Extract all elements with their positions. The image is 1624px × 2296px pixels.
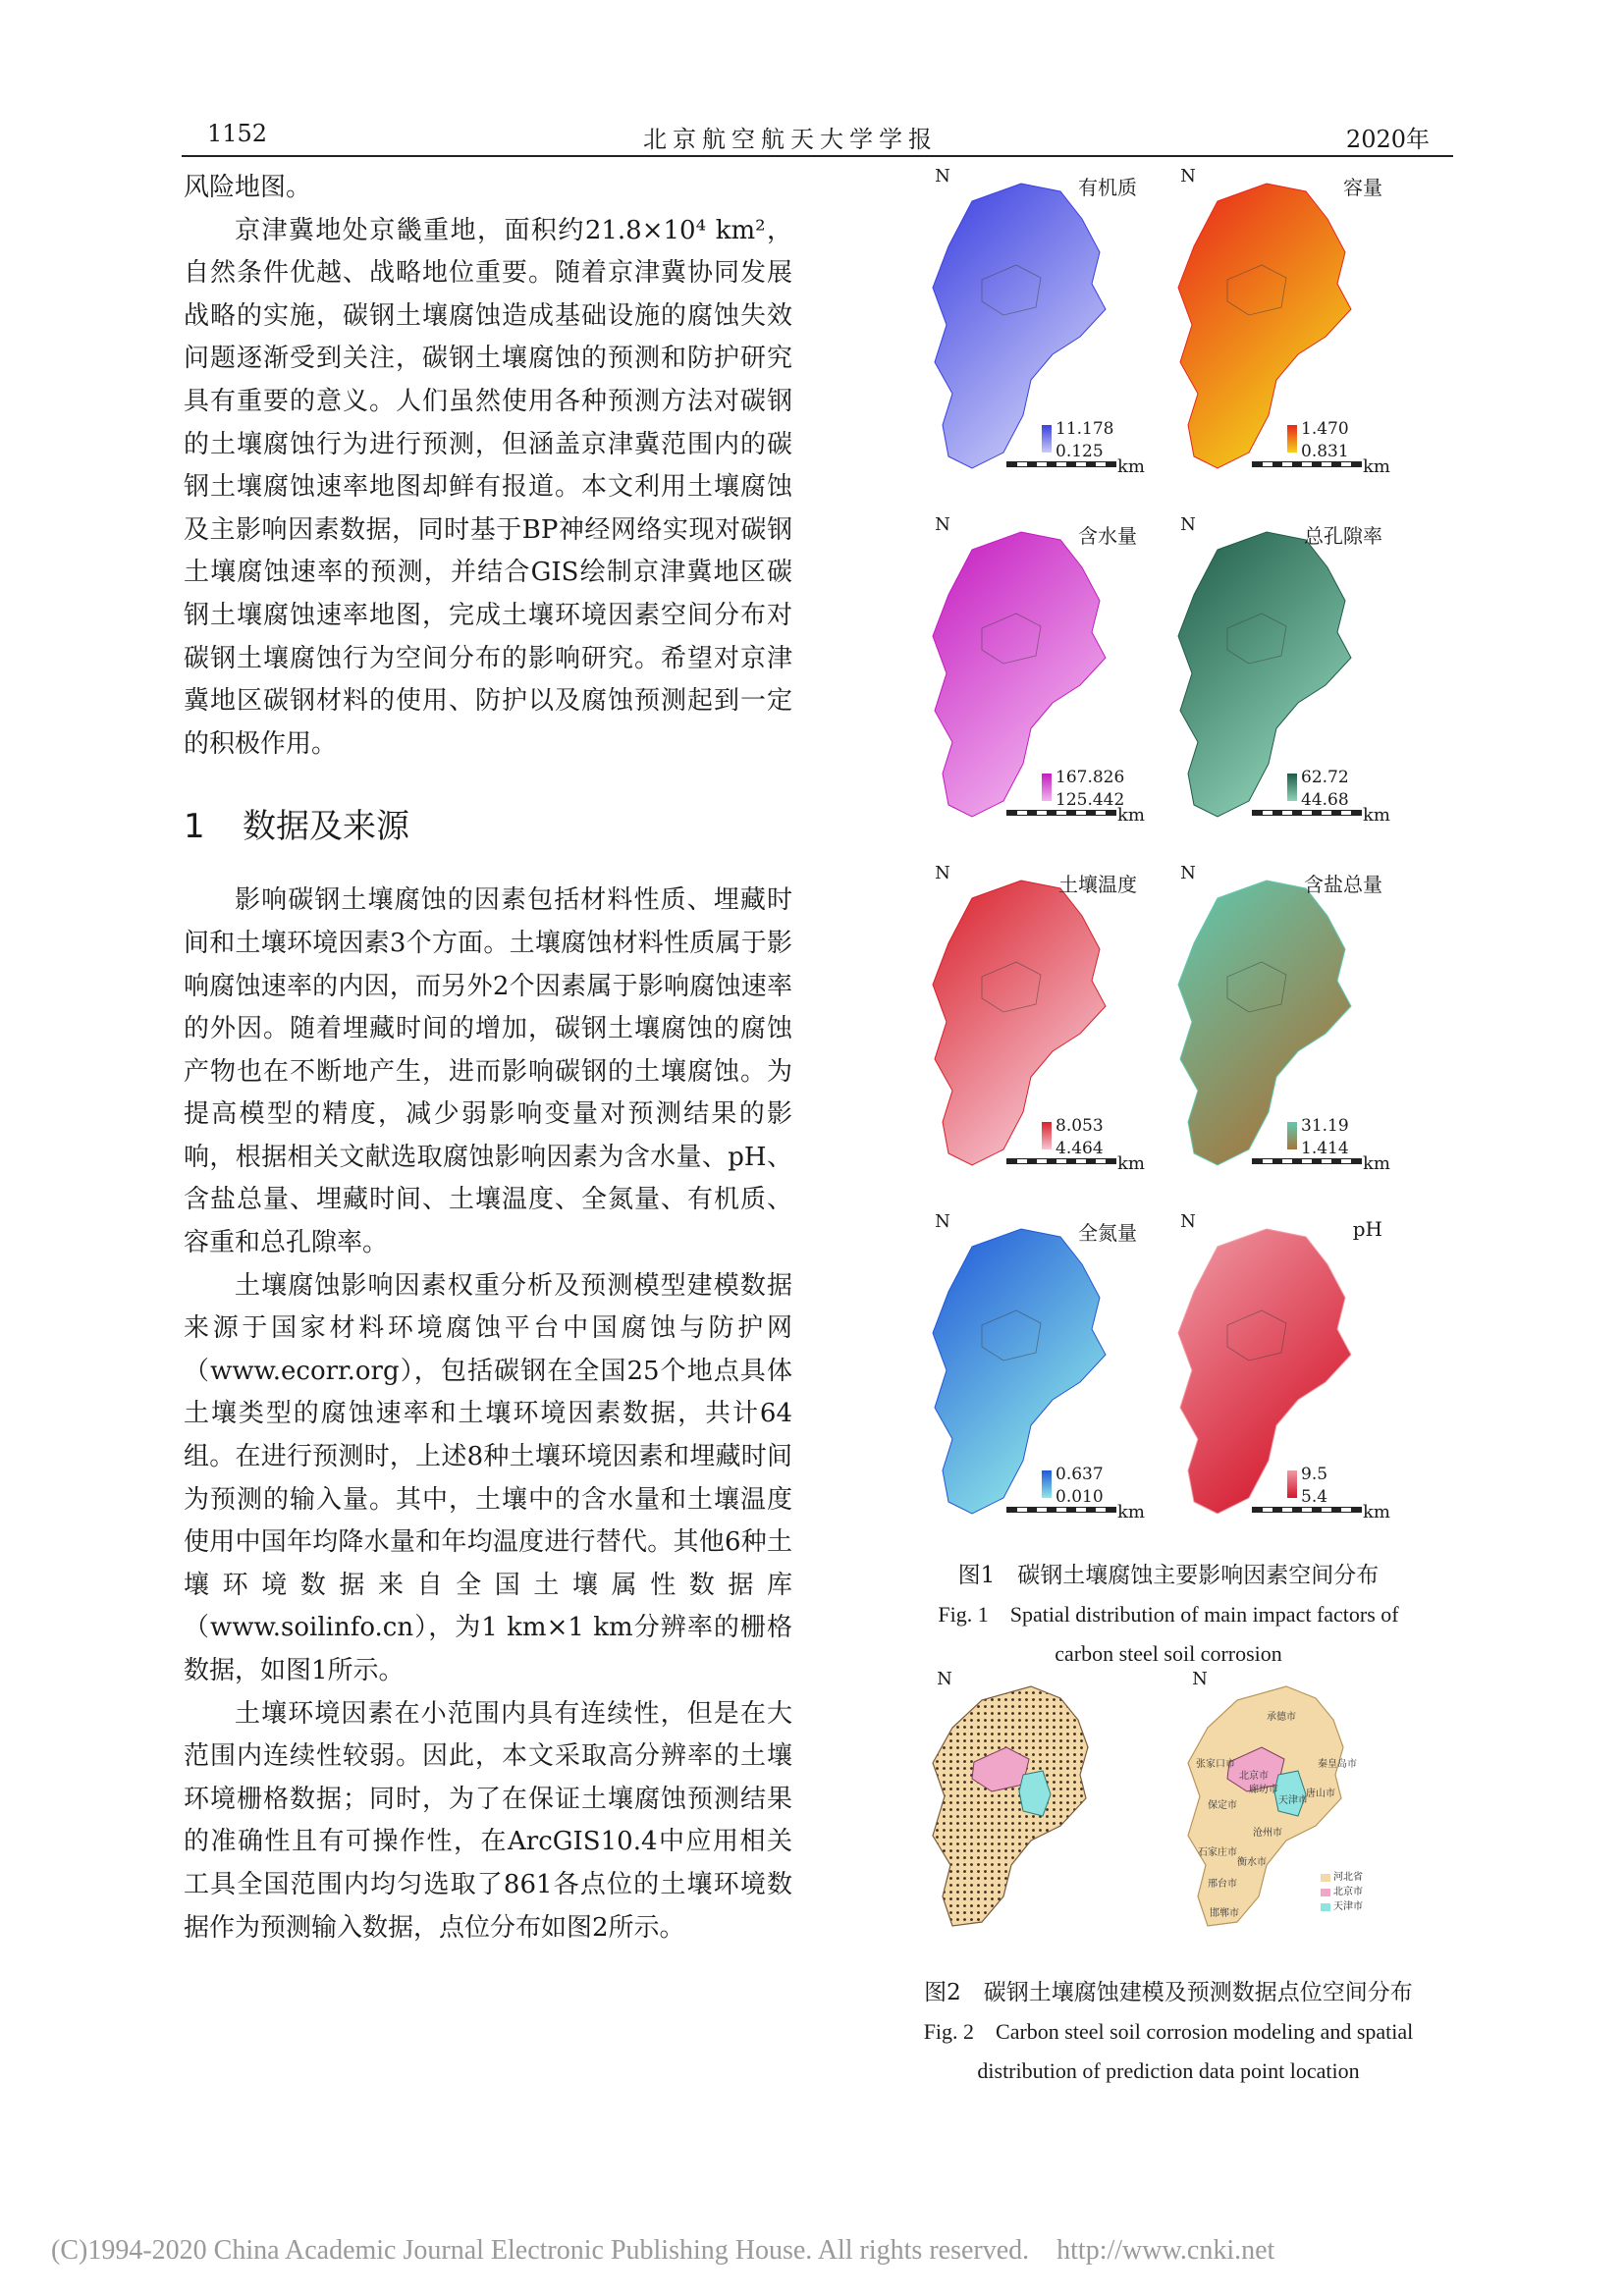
factor-map-panel <box>913 162 1147 496</box>
north-arrow-icon: N <box>1180 514 1196 535</box>
factor-map-panel <box>1159 1207 1392 1541</box>
section-title: 数据及来源 <box>243 807 409 847</box>
page-number: 1152 <box>207 120 268 147</box>
factor-title: 全氮量 <box>1078 1221 1137 1245</box>
legend-swatch <box>1287 425 1297 453</box>
factor-map-panel <box>1159 510 1392 844</box>
legend-max-value: 0.637 <box>1056 1465 1104 1484</box>
legend-min-value: 44.68 <box>1301 790 1349 810</box>
factor-map-shape <box>913 1207 1147 1541</box>
north-arrow-icon: N <box>1180 1211 1196 1232</box>
north-arrow-icon: N <box>935 863 950 883</box>
factor-map-panel <box>913 1207 1147 1541</box>
north-arrow-icon: N <box>935 514 950 535</box>
city-label: 邢台市 <box>1208 1879 1237 1890</box>
scale-unit: km <box>1363 805 1390 826</box>
paragraph-factors: 影响碳钢土壤腐蚀的因素包括材料性质、埋藏时间和土壤环境因素3个方面。土壤腐蚀材料性质属于影响腐蚀速率的内因，而另外2个因素属于影响腐蚀速率的外因。随着埋藏时间的增加，碳钢土壤腐蚀的腐蚀产物也在不断地产生，进而影响碳钢的土壤腐蚀。为提高模型的精度，减少弱影响变量对预测结果的影响，根据相关文献选取腐蚀影响因素为含水量、pH、含盐总量、埋藏时间、土壤温度、全氮量、有机质、容重和总孔隙率。 <box>184 885 792 1258</box>
left-column <box>184 167 792 1949</box>
paragraph-continued: 风险地图。 <box>184 173 312 202</box>
city-label: 沧州市 <box>1253 1828 1282 1839</box>
factor-map-panel <box>1159 859 1392 1193</box>
region-legend <box>1321 1870 1363 1914</box>
legend-max-value: 11.178 <box>1056 419 1114 439</box>
city-label: 邯郸市 <box>1210 1908 1239 1919</box>
factor-title: 有机质 <box>1078 176 1137 199</box>
legend-item: 北京市 <box>1321 1885 1363 1899</box>
scale-bar <box>1252 461 1362 467</box>
legend-max-value: 8.053 <box>1056 1116 1104 1136</box>
city-label: 天津市 <box>1278 1795 1308 1806</box>
factor-title: 土壤温度 <box>1058 873 1137 896</box>
scale-bar <box>1252 1158 1362 1164</box>
city-label: 唐山市 <box>1306 1789 1335 1799</box>
scale-unit: km <box>1117 1153 1145 1174</box>
legend-swatch <box>1287 774 1297 801</box>
scale-unit: km <box>1363 1153 1390 1174</box>
section-heading <box>184 803 792 850</box>
legend-min-value: 0.831 <box>1301 442 1349 461</box>
factor-map-shape <box>1159 510 1392 844</box>
north-arrow-icon: N <box>1180 166 1196 187</box>
north-arrow-icon: N <box>935 1211 950 1232</box>
modeling-map-shape <box>913 1669 1149 1934</box>
figure-1-caption <box>913 1556 1424 1674</box>
factor-map-shape <box>913 162 1147 496</box>
city-label: 廊坊市 <box>1249 1785 1278 1795</box>
legend-min-value: 5.4 <box>1301 1487 1328 1507</box>
paragraph-sampling: 土壤环境因素在小范围内具有连续性，但是在大范围内连续性较弱。因此，本文采取高分辨率的土壤环境栅格数据；同时，为了在保证土壤腐蚀预测结果的准确性且有可操作性，在ArcGIS10.4中应用相关工具全国范围内均匀选取了861各点位的土壤环境数据作为预测输入数据，点位分布如图2所示。 <box>184 1698 792 1943</box>
legend-item: 河北省 <box>1321 1870 1363 1885</box>
legend-max-value: 1.470 <box>1301 419 1349 439</box>
legend-max-value: 167.826 <box>1056 768 1125 787</box>
legend-swatch <box>1042 774 1052 801</box>
factor-title: 容量 <box>1343 176 1382 199</box>
paragraph-data-source: 土壤腐蚀影响因素权重分析及预测模型建模数据来源于国家材料环境腐蚀平台中国腐蚀与防护网（www.ecorr.org），包括碳钢在全国25个地点具体土壤类型的腐蚀速率和土壤环境因素数据，共计64组。在进行预测时，上述8种土壤环境因素和埋藏时间为预测的输入量。其中，土壤中的含水量和土壤温度使用中国年均降水量和年均温度进行替代。其他6种土壤环境数据来自全国土壤属性数据库（www.soilinfo.cn），为1 km×1 km分辨率的栅格数据，如图1所示。 <box>184 1270 792 1685</box>
scale-unit: km <box>1363 456 1390 477</box>
copyright-footer: (C)1994-2020 China Academic Journal Electronic Publishing House. All rights reserved. http://www.cnki.net <box>51 2235 1275 2266</box>
scale-bar <box>1252 810 1362 816</box>
legend-swatch <box>1042 425 1052 453</box>
city-label: 张家口市 <box>1196 1759 1235 1770</box>
factor-title: 含水量 <box>1078 524 1137 548</box>
legend-max-value: 9.5 <box>1301 1465 1328 1484</box>
scale-bar <box>1252 1507 1362 1513</box>
scale-unit: km <box>1117 1502 1145 1522</box>
figure-1-grid <box>913 162 1424 1556</box>
figure-2-caption-en-2: distribution of prediction data point location <box>977 2058 1360 2083</box>
legend-swatch <box>1042 1122 1052 1149</box>
legend-min-value: 0.010 <box>1056 1487 1104 1507</box>
legend-min-value: 125.442 <box>1056 790 1125 810</box>
factor-map-panel <box>913 510 1147 844</box>
north-arrow-icon: N <box>935 166 950 187</box>
figure-2-caption <box>844 1973 1492 2091</box>
running-header <box>182 116 1453 157</box>
scale-unit: km <box>1117 456 1145 477</box>
factor-title: 含盐总量 <box>1304 873 1382 896</box>
paragraph-intro: 京津冀地处京畿重地，面积约21.8×10⁴ km²，自然条件优越、战略地位重要。随着京津冀协同发展战略的实施，碳钢土壤腐蚀造成基础设施的腐蚀失效问题逐渐受到关注，碳钢土壤腐蚀的预测和防护研究具有重要的意义。人们虽然使用各种预测方法对碳钢的土壤腐蚀行为进行预测，但涵盖京津冀范围内的碳钢土壤腐蚀速率地图却鲜有报道。本文利用土壤腐蚀及主影响因素数据，同时基于BP神经网络实现对碳钢土壤腐蚀速率的预测，并结合GIS绘制京津冀地区碳钢土壤腐蚀速率地图，完成土壤环境因素空间分布对碳钢土壤腐蚀行为空间分布的影响研究。希望对京津冀地区碳钢材料的使用、防护以及腐蚀预测起到一定的积极作用。 <box>184 215 792 759</box>
legend-swatch <box>1287 1122 1297 1149</box>
modeling-points-map <box>913 1669 1149 1934</box>
figure-1-caption-en-2: carbon steel soil corrosion <box>1055 1641 1282 1666</box>
factor-map-shape <box>1159 859 1392 1193</box>
scale-unit: km <box>1363 1502 1390 1522</box>
legend-item: 天津市 <box>1321 1899 1363 1914</box>
figure-2 <box>913 1669 1424 1934</box>
city-label: 衡水市 <box>1237 1857 1267 1868</box>
journal-year: 2020年 <box>1345 126 1430 153</box>
city-label: 石家庄市 <box>1198 1847 1237 1858</box>
figure-1-caption-zh: 图1 碳钢土壤腐蚀主要影响因素空间分布 <box>957 1563 1380 1588</box>
region-labels-map <box>1168 1669 1404 1934</box>
city-label: 保定市 <box>1208 1800 1237 1811</box>
north-arrow-icon: N <box>1192 1669 1208 1689</box>
factor-map-panel <box>1159 162 1392 496</box>
city-label: 承德市 <box>1267 1712 1296 1723</box>
factor-map-panel <box>913 859 1147 1193</box>
factor-title: pH <box>1352 1217 1382 1241</box>
factor-map-shape <box>1159 1207 1392 1541</box>
factor-title: 总孔隙率 <box>1304 524 1382 548</box>
figure-2-caption-en-1: Fig. 2 Carbon steel soil corrosion modeling and spatial <box>923 2019 1414 2044</box>
legend-min-value: 1.414 <box>1301 1139 1349 1158</box>
north-arrow-icon: N <box>937 1669 952 1689</box>
scale-bar <box>1006 1158 1116 1164</box>
legend-swatch <box>1042 1470 1052 1498</box>
figure-1 <box>913 162 1424 1674</box>
figure-1-caption-en-1: Fig. 1 Spatial distribution of main impact factors of <box>938 1602 1399 1627</box>
figure-2-caption-zh: 图2 碳钢土壤腐蚀建模及预测数据点位空间分布 <box>924 1980 1413 2005</box>
legend-max-value: 62.72 <box>1301 768 1349 787</box>
factor-map-shape <box>913 859 1147 1193</box>
scale-bar <box>1006 1507 1116 1513</box>
factor-map-shape <box>1159 162 1392 496</box>
city-label: 北京市 <box>1239 1771 1269 1782</box>
section-number: 1 <box>184 807 205 847</box>
city-label: 秦皇岛市 <box>1318 1759 1357 1770</box>
legend-min-value: 0.125 <box>1056 442 1104 461</box>
north-arrow-icon: N <box>1180 863 1196 883</box>
scale-bar <box>1006 810 1116 816</box>
scale-bar <box>1006 461 1116 467</box>
scale-unit: km <box>1117 805 1145 826</box>
legend-swatch <box>1287 1470 1297 1498</box>
journal-title: 北京航空航天大学学报 <box>643 126 938 153</box>
legend-min-value: 4.464 <box>1056 1139 1104 1158</box>
legend-max-value: 31.19 <box>1301 1116 1349 1136</box>
